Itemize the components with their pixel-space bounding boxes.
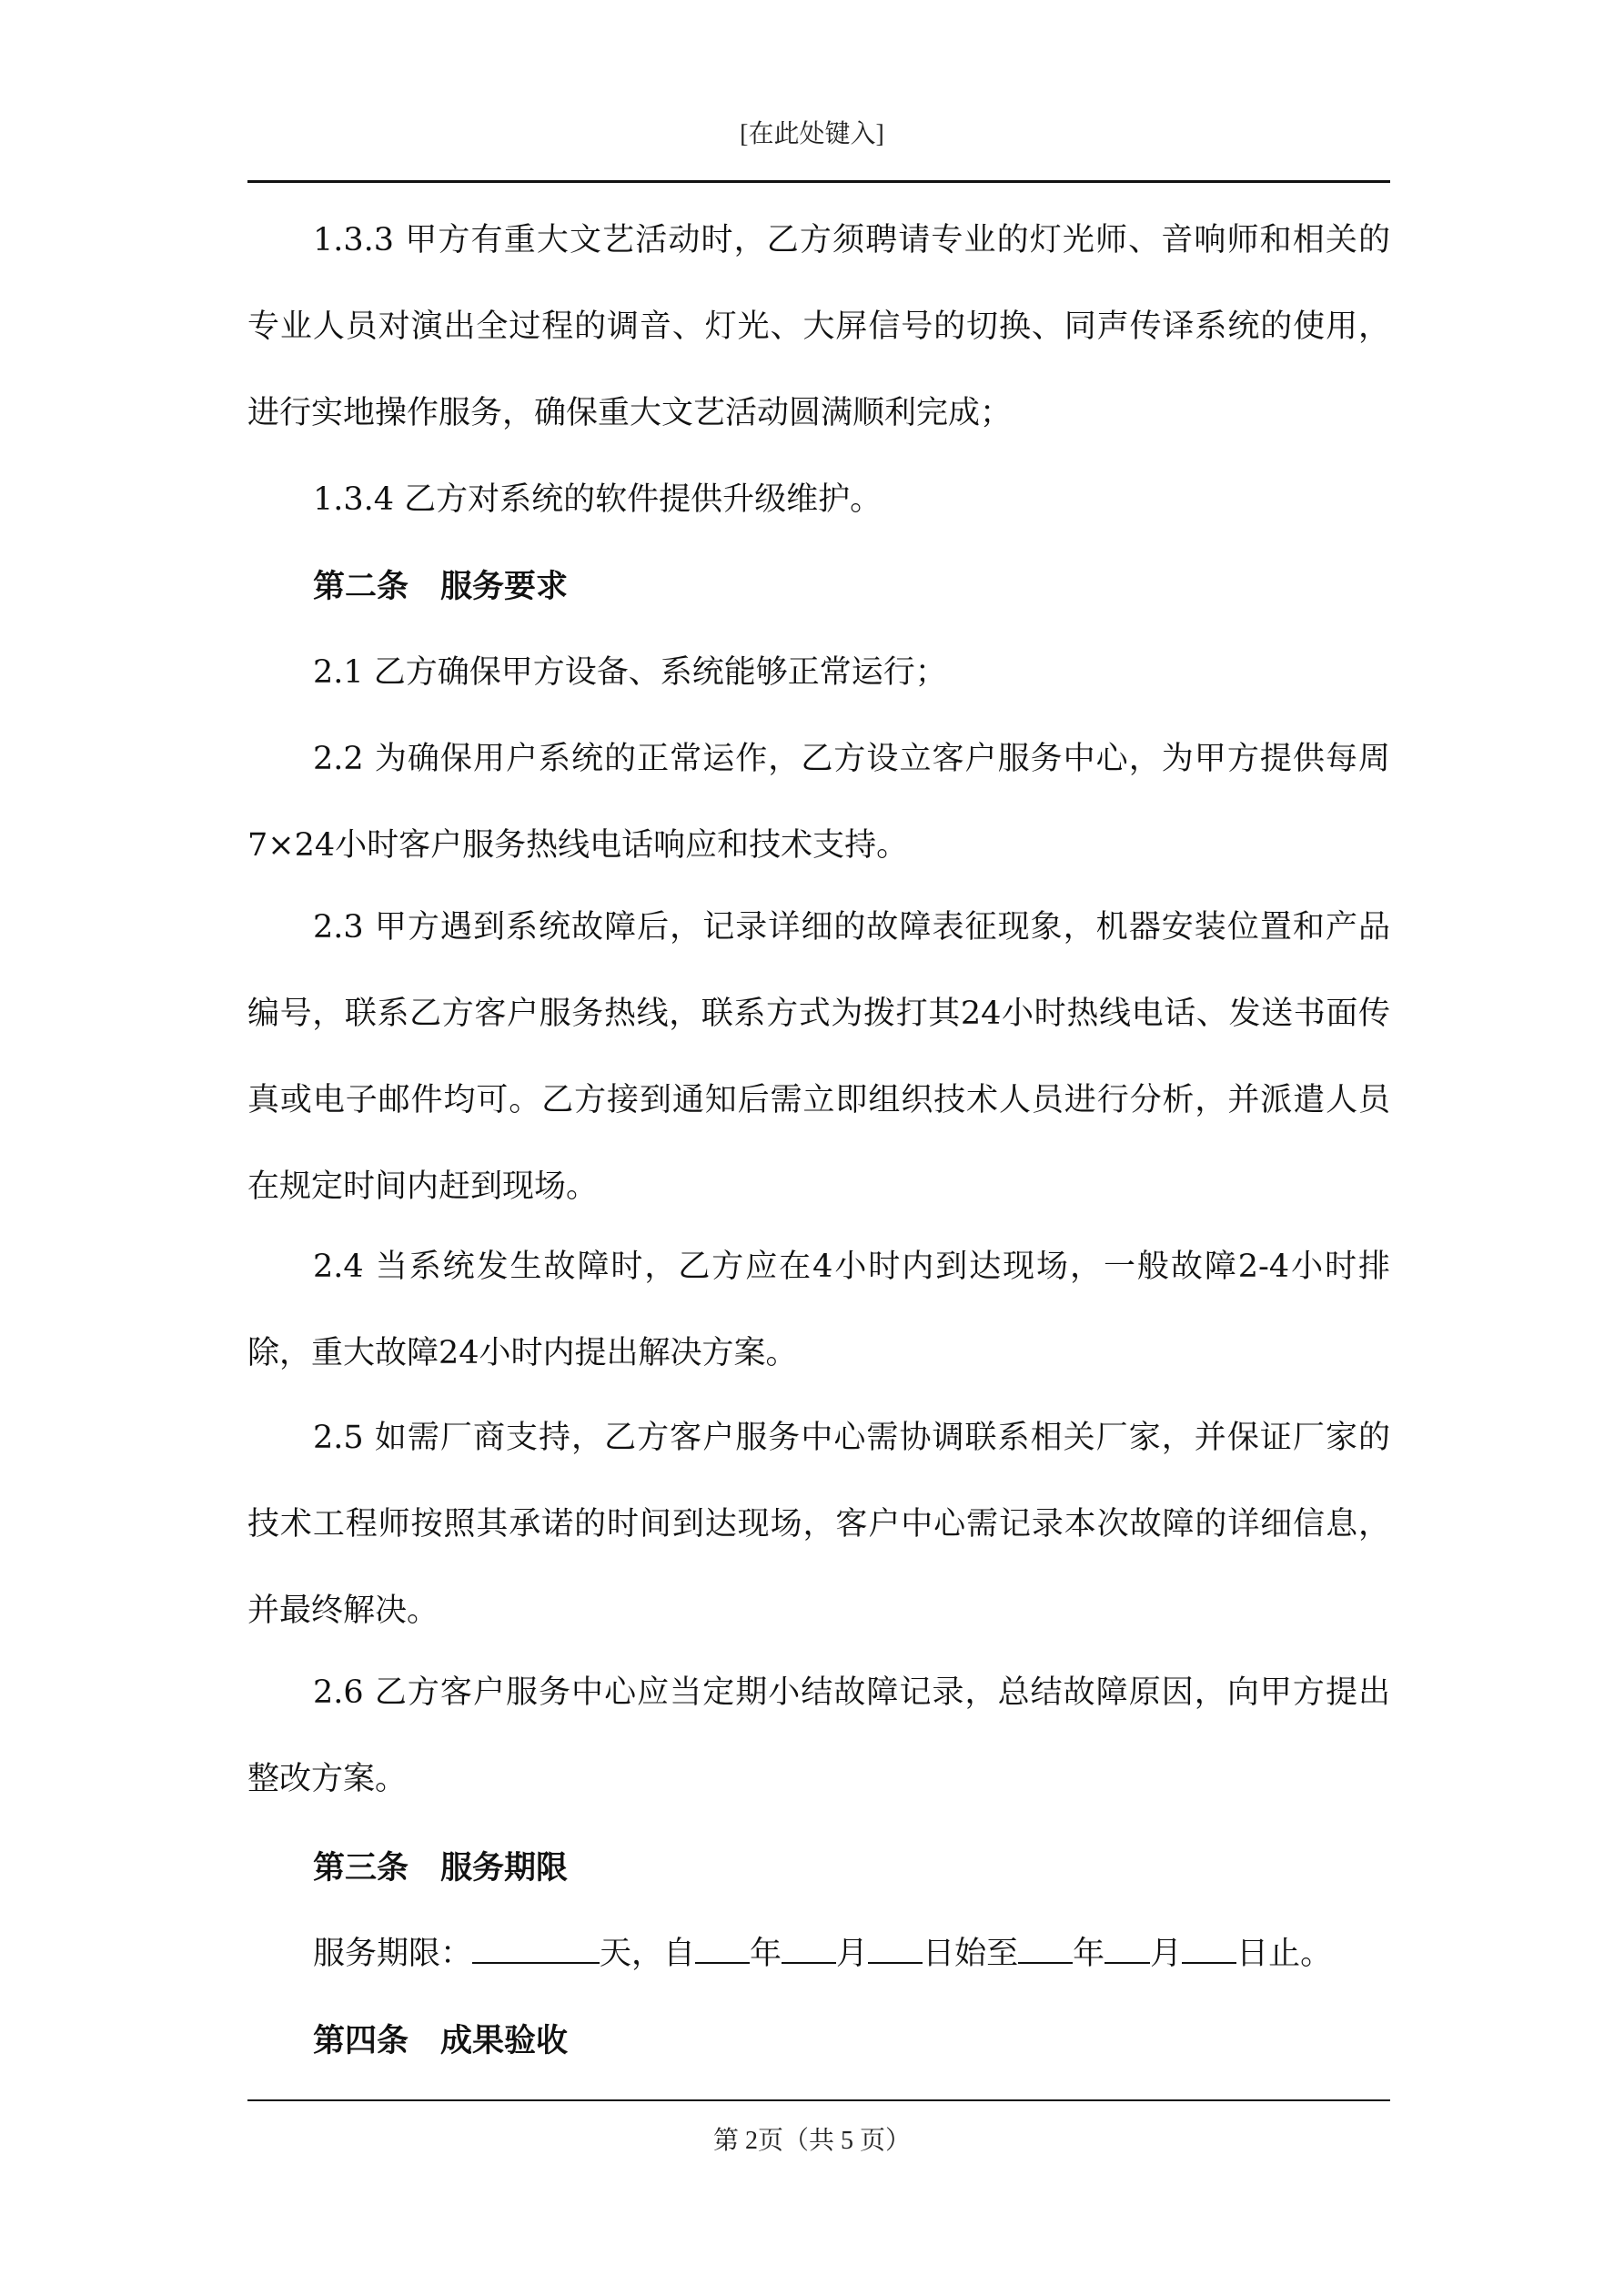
end-month-blank[interactable] (1105, 1929, 1150, 1964)
paragraph-1-3-3: 1.3.3 甲方有重大文艺活动时，乙方须聘请专业的灯光师、音响师和相关的专业人员对演出全过程的调音、灯光、大屏信号的切换、同声传译系统的使用，进行实地操作服务，确保重大文艺活动圆满顺利完成； (247, 222, 1390, 431)
term-year-text: 年 (750, 1936, 782, 1972)
page-footer: 第 2页（共 5 页） (712, 2127, 911, 2155)
heading-article-3: 第三条 服务期限 (313, 1849, 569, 1886)
paragraph-2-2: 2.2 为确保用户系统的正常运作，乙方设立客户服务中心，为甲方提供每周7×24小时客户服务热线电话响应和技术支持。 (247, 741, 1390, 864)
start-month-blank[interactable] (782, 1929, 836, 1964)
paragraph-2-3: 2.3 甲方遇到系统故障后，记录详细的故障表征现象，机器安装位置和产品编号，联系乙方客户服务热线，联系方式为拨打其24小时热线电话、发送书面传真或电子邮件均可。乙方接到通知后需立即组织技术人员进行分析，并派遣人员在规定时间内赶到现场。 (247, 909, 1390, 1205)
end-year-blank[interactable] (1018, 1929, 1073, 1964)
header-rule (247, 180, 1390, 183)
term-end-text: 日止。 (1236, 1936, 1333, 1972)
days-blank[interactable] (472, 1929, 600, 1964)
service-term-line (247, 1911, 1390, 1998)
start-day-blank[interactable] (868, 1929, 923, 1964)
paragraph-2-5: 2.5 如需厂商支持，乙方客户服务中心需协调联系相关厂家，并保证厂家的技术工程师按照其承诺的时间到达现场，客户中心需记录本次故障的详细信息，并最终解决。 (247, 1420, 1390, 1629)
term-year-text-2: 年 (1073, 1936, 1105, 1972)
footer-rule (247, 2099, 1390, 2101)
end-day-blank[interactable] (1182, 1929, 1236, 1964)
term-month-text: 月 (836, 1936, 869, 1972)
start-year-blank[interactable] (695, 1929, 750, 1964)
heading-article-2: 第二条 服务要求 (313, 568, 569, 605)
paragraph-2-6: 2.6 乙方客户服务中心应当定期小结故障记录，总结故障原因，向甲方提出整改方案。 (247, 1674, 1390, 1797)
paragraph-2-1: 2.1 乙方确保甲方设备、系统能够正常运行； (313, 654, 947, 691)
term-start-text: 日始至 (923, 1936, 1019, 1972)
paragraph-1-3-4: 1.3.4 乙方对系统的软件提供升级维护。 (313, 481, 883, 518)
heading-article-4: 第四条 成果验收 (313, 2022, 569, 2059)
paragraph-2-4: 2.4 当系统发生故障时，乙方应在4小时内到达现场，一般故障2-4小时排除，重大故障24小时内提出解决方案。 (247, 1249, 1390, 1371)
term-month-text-2: 月 (1150, 1936, 1183, 1972)
term-label: 服务期限： (313, 1936, 473, 1972)
page-header: [在此处键入] (740, 120, 884, 148)
term-day-text: 天，自 (600, 1936, 696, 1972)
